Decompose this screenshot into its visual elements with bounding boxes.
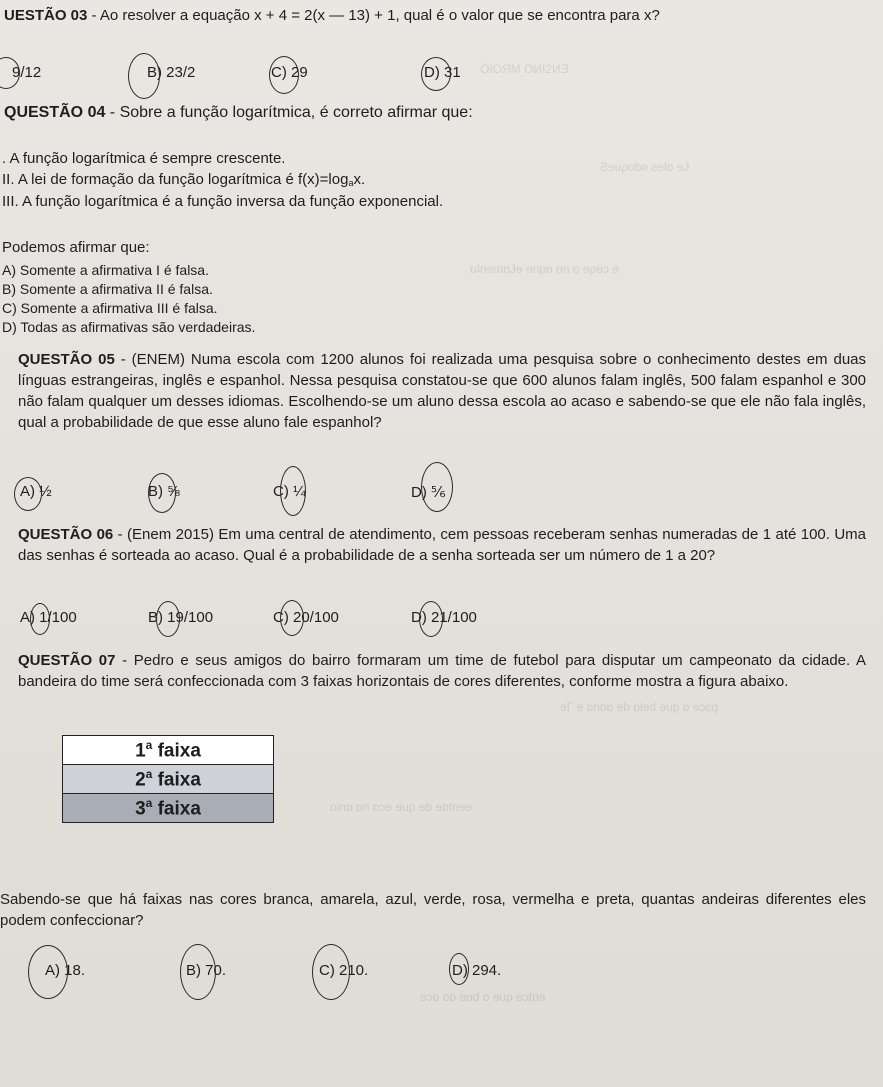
question-04-option-b: B) Somente a afirmativa II é falsa. — [2, 281, 213, 297]
question-07-text: - Pedro e seus amigos do bairro formaram um time de futebol para disputar um campeonato da cidade. A bandeira do time será confeccionada com 3 faixas horizontais de cores diferentes, conforme mostra a figura abaixo. — [18, 652, 866, 690]
question-05-label: QUESTÃO 05 — [18, 351, 115, 368]
question-04-label: QUESTÃO 04 — [4, 104, 106, 121]
bleed-through-text: ÓIOЯM OИI2ИƎ — [480, 62, 569, 76]
answer-circle-mark — [180, 944, 216, 1000]
answer-circle-mark — [269, 56, 299, 94]
answer-circle-mark — [148, 473, 176, 513]
flag-stripe-1: 1$^a$ faixa — [63, 736, 274, 765]
question-06-option-a: A) 1/100 — [20, 609, 77, 626]
question-05 — [18, 349, 866, 433]
question-04-option-a: A) Somente a afirmativa I é falsa. — [2, 262, 209, 278]
question-05-option-b: B) ⅝ — [148, 483, 180, 500]
question-05-option-a: A) ½ — [20, 483, 52, 500]
question-07-option-a: A) 18. — [45, 962, 86, 979]
question-04 — [4, 104, 473, 122]
question-03-text: - Ao resolver a equação x + 4 = 2(x — 13) + 1, qual é o valor que se encontra para x? — [87, 7, 660, 24]
answer-circle-mark — [14, 477, 42, 511]
question-07-option-c: C) 210. — [319, 962, 369, 979]
question-07 — [18, 650, 866, 692]
question-06-text: - (Enem 2015) Em uma central de atendimento, cem pessoas receberam senhas numeradas de 1 até 100. Uma das senhas é sorteada ao acaso. Qual é a probabilidade de a senha sorteada ser um número de 1 a 20? — [18, 526, 866, 564]
question-05-option-c: C) ¼ — [273, 483, 306, 500]
bleed-through-text: Ƨɘuρobʀ ƨɘlɒ ɘɈ — [600, 160, 690, 174]
question-07-option-d: D) 294. — [452, 962, 502, 979]
answer-circle-mark — [28, 945, 68, 999]
bleed-through-text: ɘɔɒ ɒɒ ɘɒd ɒ ɘup ɘɔtɒɘ — [420, 990, 546, 1004]
bleed-through-text: ɒinɒ ɒn ɒɔɘ ɘup ɘb ɘɒtnɘɘ — [330, 800, 473, 814]
question-06-option-d: D) 21/100 — [411, 609, 477, 626]
question-03 — [4, 7, 660, 24]
question-04-statement-2: II. A lei de formação da função logarítmica é $f(x)=\log_ax$. — [2, 171, 366, 188]
flag-stripe-3: 3$^a$ faixa — [63, 794, 274, 823]
answer-circle-mark — [280, 600, 304, 636]
question-06-option-c: C) 20/100 — [273, 609, 339, 626]
question-04-statement-3: III. A função logarítmica é a função inversa da função exponencial. — [2, 193, 444, 210]
question-04-option-d: D) Todas as afirmativas são verdadeiras. — [2, 319, 256, 335]
question-04-prompt: Podemos afirmar que: — [2, 239, 150, 256]
answer-circle-mark — [128, 53, 160, 99]
answer-circle-mark — [156, 601, 180, 637]
question-07-label: QUESTÃO 07 — [18, 652, 116, 669]
answer-circle-mark — [30, 603, 50, 635]
question-03-option-b: B) 23/2 — [147, 64, 196, 81]
answer-circle-mark — [0, 57, 20, 89]
answer-circle-mark — [419, 601, 443, 637]
question-05-text: - (ENEM) Numa escola com 1200 alunos foi realizada uma pesquisa sobre o conhecimento destes em duas línguas estrangeiras, inglês e espanhol. Nessa pesquisa constatou-se que 600 alunos falam inglês, 500 falam espanhol e 300 não falam qualquer um desses idiomas. Escolhendo-se um aluno dessa escola ao acaso e sabendo-se que ele não fala inglês, qual a probabilidade de que esse aluno fale espanhol? — [18, 351, 866, 431]
question-07-text-after: Sabendo-se que há faixas nas cores branca, amarela, azul, verde, rosa, vermelha e preta, quantas andeiras diferentes eles podem confeccionar? — [0, 891, 866, 929]
question-03-label: UESTÃO 03 — [4, 7, 88, 24]
question-07-option-b: B) 70. — [186, 962, 227, 979]
question-05-option-d: D) ⅚ — [411, 484, 446, 501]
question-06-label: QUESTÃO 06 — [18, 526, 114, 543]
question-03-option-c: C) 29 — [271, 64, 308, 81]
answer-circle-mark — [312, 944, 350, 1000]
answer-circle-mark — [449, 953, 469, 985]
bleed-through-text: ɒʇnɘmɒɈɘ ɘnpɒ on ɒ ɘρɘɔ ɘ — [470, 262, 619, 276]
question-04-text: - Sobre a função logarítmica, é correto afirmar que: — [105, 104, 473, 121]
question-04-option-c: C) Somente a afirmativa III é falsa. — [2, 300, 218, 316]
question-06-option-b: B) 19/100 — [148, 609, 214, 626]
question-03-option-a: 9/12 — [12, 64, 42, 81]
bleed-through-text: ɘΓ ɘ ɒnɒɒ ɘb ɒlɘd ɘup ɒ ɘɔcq — [560, 700, 719, 714]
answer-circle-mark — [280, 466, 306, 516]
flag-figure — [62, 735, 274, 823]
answer-circle-mark — [421, 462, 453, 512]
question-03-option-d: D) 31 — [424, 64, 461, 81]
question-06 — [18, 524, 866, 566]
flag-stripe-2: 2$^a$ faixa — [63, 765, 274, 794]
answer-circle-mark — [421, 57, 451, 91]
question-04-statement-1: . A função logarítmica é sempre crescente. — [2, 150, 286, 167]
